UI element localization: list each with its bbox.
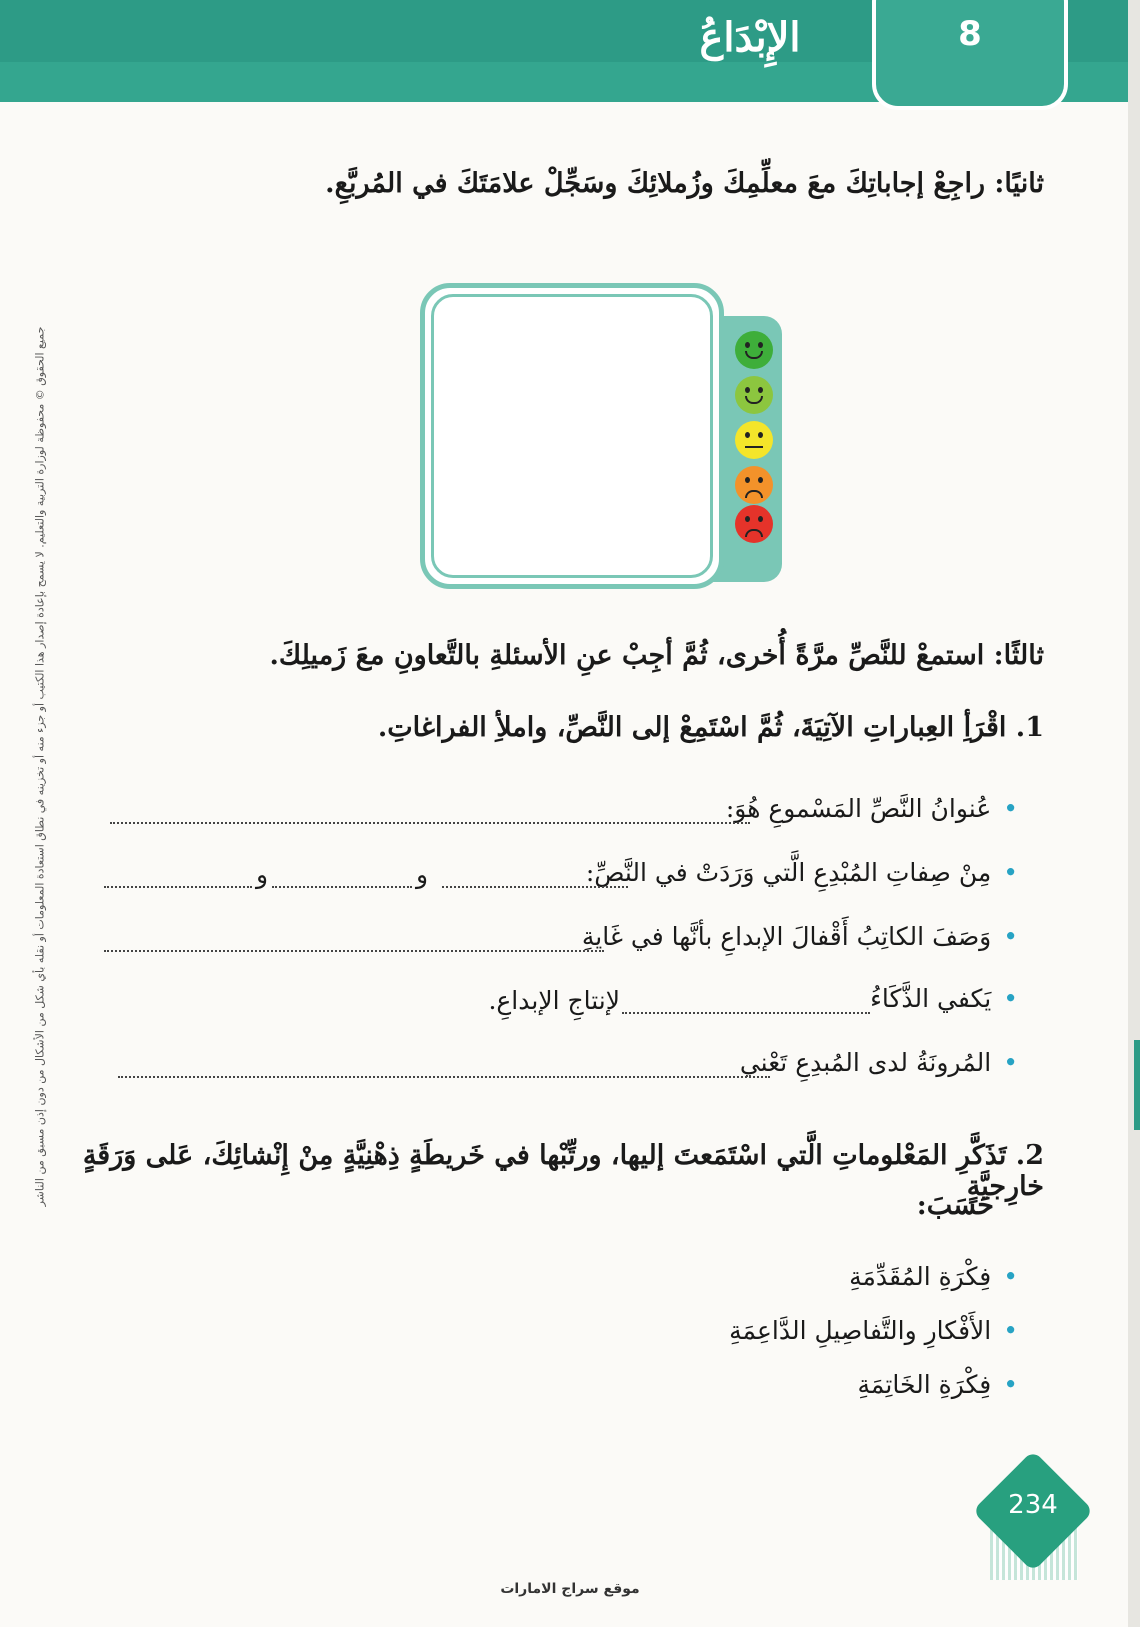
bullet-icon: • bbox=[1003, 1262, 1018, 1291]
happy-face-icon bbox=[735, 376, 773, 414]
evaluation-box[interactable] bbox=[420, 283, 724, 589]
footer-site-name: موقع سراج الامارات bbox=[500, 1581, 640, 1597]
fill-blank-4[interactable] bbox=[622, 1012, 870, 1014]
question1-text: اقْرَأِ العِباراتِ الآتِيَةَ، ثُمَّ اسْتَمِعْ إلى النَّصِّ، واملأِ الفراغاتِ. bbox=[377, 712, 1007, 743]
bullet-icon: • bbox=[1003, 922, 1018, 951]
q1-item4-text: يَكفي الذَّكَاءُ bbox=[870, 984, 992, 1013]
q1-item2-text: مِنْ صِفاتِ المُبْدِعِ الَّتي وَرَدَتْ في النَّصِّ: bbox=[585, 858, 992, 887]
joiner-and: و bbox=[256, 860, 269, 889]
fill-blank-2c[interactable] bbox=[104, 886, 252, 888]
question2-text: تَذَكَّرِ المَعْلوماتِ الَّتي اسْتَمَعتَ إليها، ورتِّبْها في خَريطَةٍ ذِهْنِيَّةٍ مِنْ إِنْشائِكَ، عَلى وَرَقَةٍ خارِجيَّةٍ bbox=[82, 1140, 1044, 1202]
unit-number-tab bbox=[872, 0, 1068, 110]
bullet-icon: • bbox=[1003, 858, 1018, 887]
q1-item3-text: وَصَفَ الكاتِبُ أَقْفالَ الإبداعِ بأنَّها في غَايةِ bbox=[581, 922, 992, 951]
question2-number: 2. bbox=[1015, 1140, 1044, 1171]
list-item bbox=[858, 1370, 1018, 1399]
q2-item2: الأَفْكارِ والتَّفاصِيلِ الدَّاعِمَةِ bbox=[729, 1316, 992, 1345]
section3-instruction: ثالثًا: استمعْ للنَّصِّ مرَّةً أُخرى، ثُمَّ أجِبْ عنِ الأسئلةِ بالتَّعاونِ معَ زَميلِكَ. bbox=[269, 640, 1044, 671]
sad-face-icon bbox=[735, 466, 773, 504]
q1-item4-tail: لإنتاجِ الإبداعِ. bbox=[488, 986, 620, 1015]
list-item bbox=[729, 1316, 1018, 1345]
list-item bbox=[849, 1262, 1018, 1291]
fill-blank-2b[interactable] bbox=[272, 886, 412, 888]
q1-item5-text: المُرونَةُ لدى المُبدِعِ تَعْني bbox=[739, 1048, 992, 1077]
list-item bbox=[586, 858, 1018, 887]
very-happy-face-icon bbox=[735, 331, 773, 369]
bullet-icon: • bbox=[1003, 1370, 1018, 1399]
list-item bbox=[582, 922, 1018, 951]
question1 bbox=[44, 712, 1044, 743]
question2-text-cont: حَسَبَ: bbox=[916, 1190, 994, 1221]
bullet-icon: • bbox=[1003, 1316, 1018, 1345]
question1-number: 1. bbox=[1015, 712, 1044, 743]
q2-item1: فِكْرَةِ المُقَدِّمَةِ bbox=[849, 1262, 992, 1291]
question2 bbox=[44, 1140, 1044, 1202]
neutral-face-icon bbox=[735, 421, 773, 459]
page-edge bbox=[1128, 0, 1140, 1627]
unit-title: الإِبْدَاعُ bbox=[699, 14, 801, 61]
evaluation-box-inner bbox=[431, 294, 713, 578]
q2-item3: فِكْرَةِ الخَاتِمَةِ bbox=[857, 1370, 992, 1399]
list-item bbox=[740, 1048, 1018, 1077]
bullet-icon: • bbox=[1003, 984, 1018, 1013]
q1-item1-text: عُنوانُ النَّصِّ المَسْموعِ هُوَ: bbox=[725, 794, 992, 823]
fill-blank-2a[interactable] bbox=[442, 886, 628, 888]
fill-blank-1[interactable] bbox=[110, 822, 750, 824]
section2-instruction: ثانيًا: راجِعْ إجاباتِكَ معَ معلِّمِكَ وزُملائِكَ وسَجِّلْ علامَتَكَ في المُربَّعِ. bbox=[325, 168, 1044, 199]
joiner-and: و bbox=[416, 860, 429, 889]
bullet-icon: • bbox=[1003, 794, 1018, 823]
fill-blank-3[interactable] bbox=[104, 950, 604, 952]
list-item bbox=[726, 794, 1018, 823]
side-marker bbox=[1134, 1040, 1140, 1130]
very-sad-face-icon bbox=[735, 505, 773, 543]
fill-blank-5[interactable] bbox=[118, 1076, 770, 1078]
copyright-side-text: جميع الحقوق © محفوظة لوزارة التربية والتعليم. لا يسمح بإعادة إصدار هذا الكتيب أو جزء منه أو تخزينه في نطاق استعادة المعلومات أو نقله بأي شكل من الأشكال من دون إذن مسبق من الناشر bbox=[33, 326, 47, 1207]
unit-number: 8 bbox=[958, 14, 982, 54]
page-number: 234 bbox=[1008, 1490, 1058, 1520]
bullet-icon: • bbox=[1003, 1048, 1018, 1077]
list-item bbox=[870, 984, 1018, 1013]
